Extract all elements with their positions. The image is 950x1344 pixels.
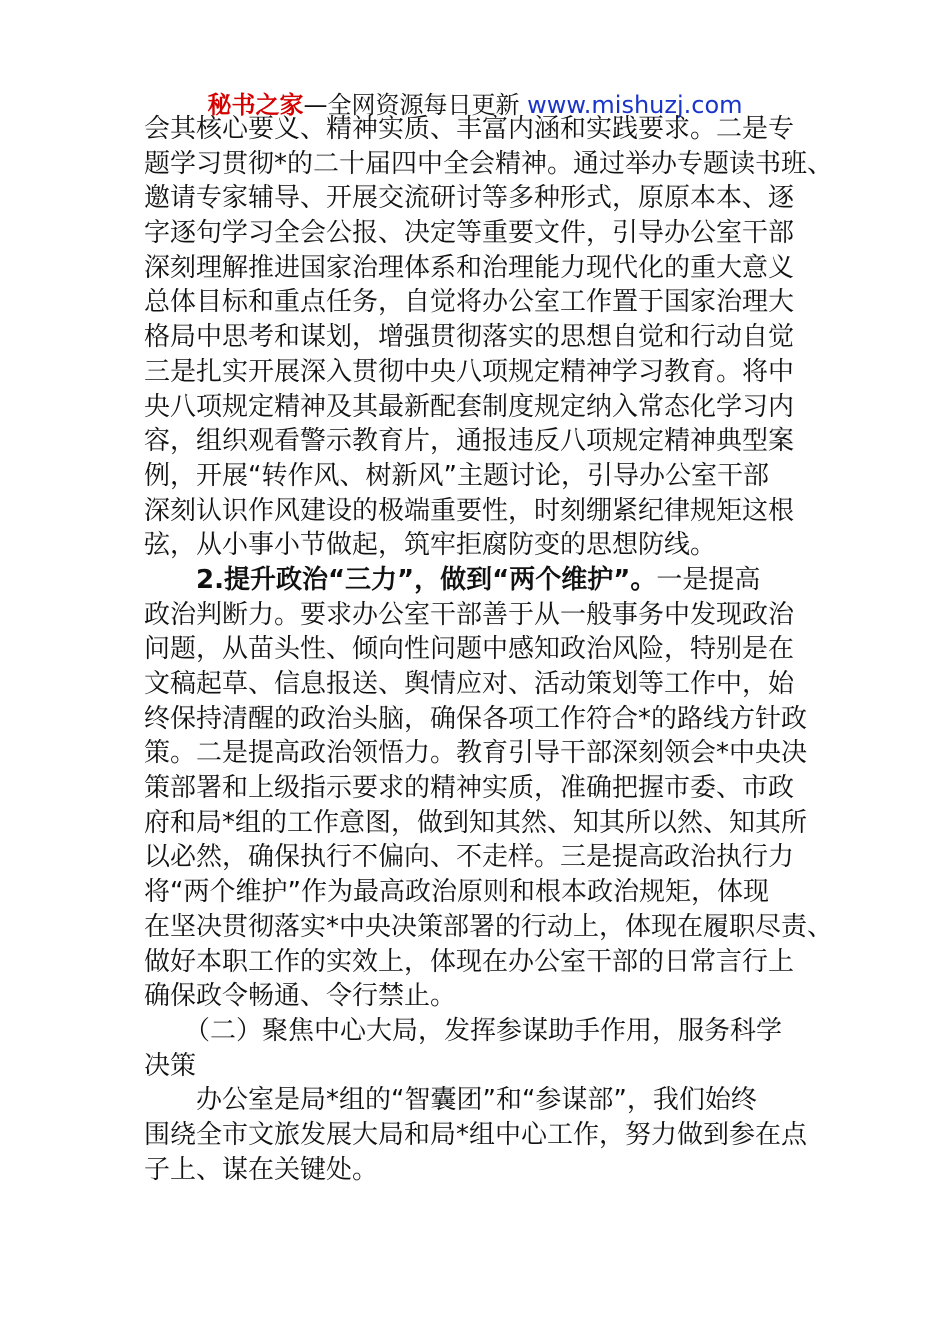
body-line: 深刻认识作风建设的极端重要性，时刻绷紧纪律规矩这根 (144, 495, 795, 526)
body-line: 字逐句学习全会公报、决定等重要文件，引导办公室干部 (144, 218, 795, 249)
body-line: 问题，从苗头性、倾向性问题中感知政治风险，特别是在 (144, 634, 795, 665)
body-line: 文稿起草、信息报送、舆情应对、活动策划等工作中，始 (144, 669, 795, 699)
banner-url[interactable]: www.mishuzj.com (527, 91, 743, 119)
section-2-first-tail: 一是提高 (656, 564, 761, 595)
section-b-heading-cont: 决策 (144, 1050, 197, 1081)
banner-brand: 秘书之家 (207, 91, 304, 119)
body-line: 三是扎实开展深入贯彻中央八项规定精神学习教育。将中 (144, 356, 795, 387)
body-line: 将“两个维护”作为最高政治原则和根本政治规矩，体现 (144, 877, 769, 908)
closing-first-line: 办公室是局*组的“智囊团”和“参谋部”，我们始终 (196, 1085, 757, 1116)
body-line: 府和局*组的工作意图，做到知其然、知其所以然、知其所 (144, 807, 808, 838)
body-line: 政治判断力。要求办公室干部善于从一般事务中发现政治 (144, 599, 795, 630)
body-line: 总体目标和重点任务，自觉将办公室工作置于国家治理大 (144, 287, 795, 318)
body-line: 弦，从小事小节做起，筑牢拒腐防变的思想防线。 (144, 530, 717, 561)
section-2-first-line (144, 563, 824, 598)
body-line: 终保持清醒的政治头脑，确保各项工作符合*的路线方针政 (144, 703, 808, 734)
body-line: 子上、谋在关键处。 (144, 1154, 379, 1185)
body-line: 容，组织观看警示教育片，通报违反八项规定精神典型案 (144, 426, 795, 457)
body-line: 以必然，确保执行不偏向、不走样。三是提高政治执行力 (144, 842, 795, 873)
body-line: 围绕全市文旅发展大局和局*组中心工作，努力做到参在点 (144, 1119, 808, 1150)
section-b-heading: （二）聚焦中心大局，发挥参谋助手作用，服务科学 (184, 1015, 783, 1046)
body-line: 央八项规定精神及其最新配套制度规定纳入常态化学习内 (144, 391, 795, 422)
section-2-heading: 2.提升政治“三力”，做到“两个维护”。 (196, 564, 657, 595)
body-line: 格局中思考和谋划，增强贯彻落实的思想自觉和行动自觉 (144, 322, 795, 353)
body-line: 题学习贯彻*的二十届四中全会精神。通过举办专题读书班、 (144, 148, 834, 179)
body-line: 会其核心要义、精神实质、丰富内涵和实践要求。二是专 (144, 114, 795, 144)
document-body (144, 112, 834, 1187)
body-line: 做好本职工作的实效上，体现在办公室干部的日常言行上 (144, 946, 795, 977)
body-line: 确保政令畅通、令行禁止。 (144, 981, 457, 1012)
body-line: 在坚决贯彻落实*中央决策部署的行动上，体现在履职尽责、 (144, 911, 834, 942)
body-line: 深刻理解推进国家治理体系和治理能力现代化的重大意义 (144, 252, 795, 283)
body-line: 策部署和上级指示要求的精神实质，准确把握市委、市政 (144, 773, 795, 804)
body-line: 例，开展“转作风、树新风”主题讨论，引导办公室干部 (144, 460, 769, 491)
body-line: 策。二是提高政治领悟力。教育引导干部深刻领会*中央决 (144, 738, 808, 769)
banner-slogan: —全网资源每日更新 (303, 91, 528, 119)
body-line: 邀请专家辅导、开展交流研讨等多种形式，原原本本、逐 (144, 183, 795, 214)
